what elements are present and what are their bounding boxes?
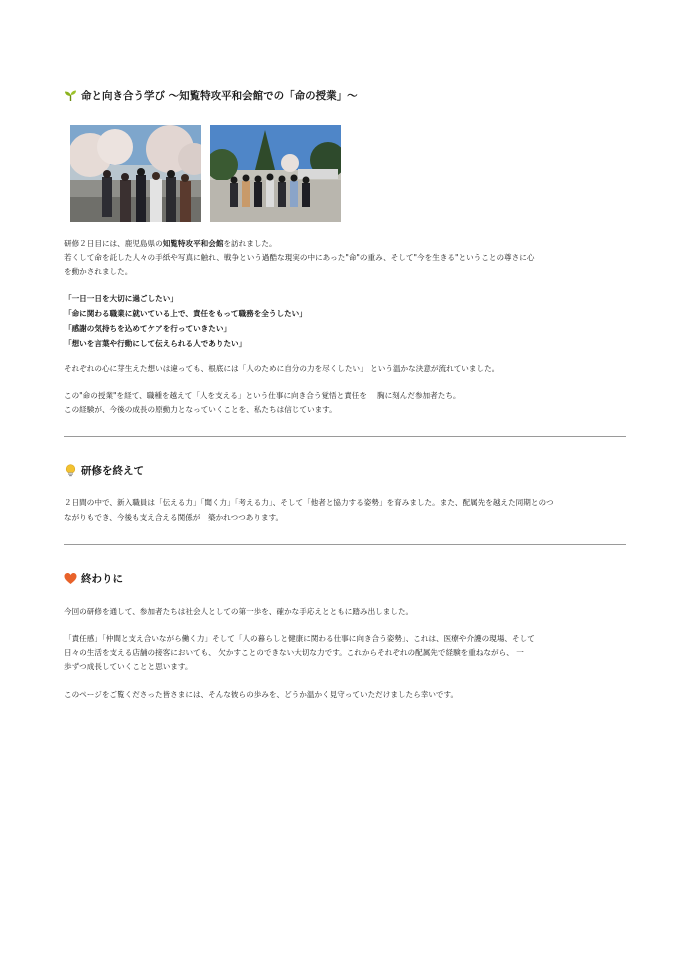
section1-para3-line1: この"命の授業"を経て、職種を越えて「人を支える」という仕事に向き合う覚悟と責任を 胸に刻んだ参加者たち。 (64, 391, 461, 400)
section2-line1: ２日間の中で、新入職員は「伝える力」「聞く力」「考える力」、そして「他者と協力する姿勢」を育みました。また、配属先を越えた同期とのつ (64, 498, 554, 507)
section3-para2-line2: 日々の生活を支える店舗の接客においても、 欠かすことのできない大切な力です。これからそれぞれの配属先で経験を重ねながら、 一 (64, 648, 524, 657)
section1-intro-line2: 若くして命を託した人々の手紙や写真に触れ、戦争という過酷な現実の中にあった"命"の重み、そして"今を生きる"ということの尊さに心 (64, 253, 535, 262)
section2-title: 研修を終えて (81, 465, 144, 477)
museum-group-photo (210, 125, 341, 222)
section3-para2-line1: 「責任感」「仲間と支え合いながら働く力」そして「人の暮らしと健康に関わる仕事に向き合う姿勢」、これは、医療や介護の現場、そして (64, 634, 535, 643)
section3-heading (64, 571, 123, 586)
section1-title: 命と向き合う学び ～知覧特攻平和会館での「命の授業」～ (81, 90, 358, 102)
intro-bold-place: 知覧特攻平和会館 (162, 239, 224, 248)
quote-1: 「一日一日を大切に過ごしたい」 (64, 294, 178, 303)
section1-heading (64, 88, 358, 103)
section1-para2: それぞれの心に芽生えた想いは違っても、根底には「人のために自分の力を尽くしたい」 という温かな決意が流れていました。 (64, 364, 500, 373)
section1-intro-line3: を動かされました。 (64, 267, 133, 276)
section2-line2: ながりもでき、今後も支え合える関係が 築かれつつあります。 (64, 513, 284, 522)
intro-text-end: を訪れました。 (223, 239, 277, 248)
quote-2: 「命に関わる職業に就いている上で、責任をもって職務を全うしたい」 (64, 309, 307, 318)
heart-icon (64, 572, 77, 585)
section1-intro-line1 (64, 237, 634, 251)
sprout-icon (64, 89, 77, 102)
divider (64, 544, 626, 545)
section1-para3-line2: この経験が、今後の成長の原動力となっていくことを、私たちは信じています。 (64, 405, 337, 414)
section3-para2-line3: 歩ずつ成長していくことと思います。 (64, 662, 193, 671)
quote-4: 「想いを言葉や行動にして伝えられる人でありたい」 (64, 339, 247, 348)
section3-para3: このページをご覧くださった皆さまには、そんな彼らの歩みを、どうか温かく見守っていただけましたら幸いです。 (64, 690, 459, 699)
section2-heading (64, 463, 144, 478)
quote-3: 「感謝の気持ちを込めてケアを行っていきたい」 (64, 324, 232, 333)
divider (64, 436, 626, 437)
lightbulb-icon (64, 464, 77, 477)
section3-para1: 今回の研修を通して、参加者たちは社会人としての第一歩を、確かな手応えとともに踏み出しました。 (64, 607, 414, 616)
cherry-blossom-group-photo (70, 125, 201, 222)
section3-title: 終わりに (81, 573, 123, 585)
intro-text: 研修２日目には、鹿児島県の (64, 239, 163, 248)
